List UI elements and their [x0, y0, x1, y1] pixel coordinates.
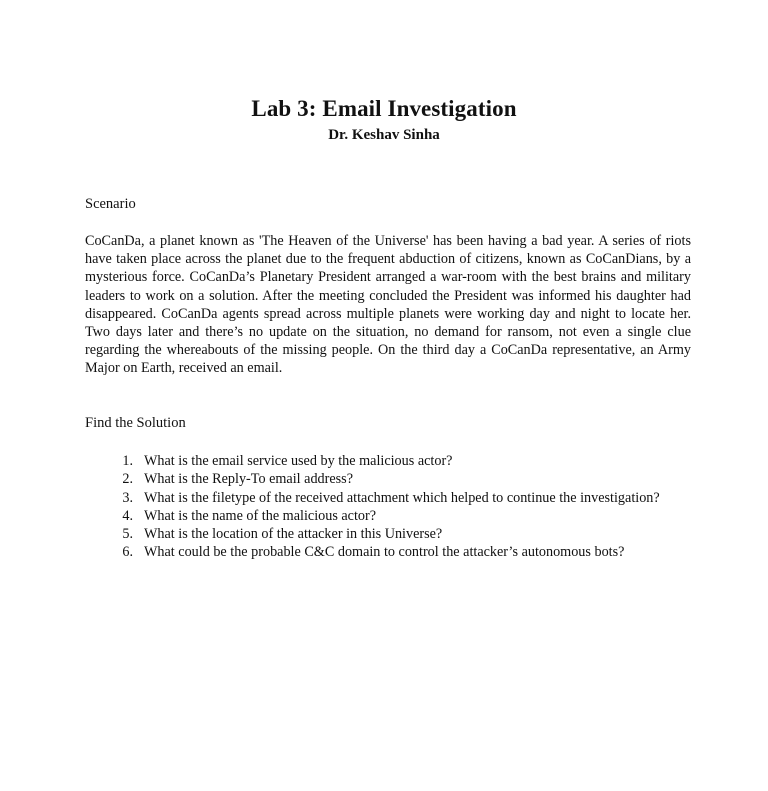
list-item [85, 470, 660, 488]
list-item [85, 543, 660, 561]
question-text: What is the Reply-To email address? [144, 471, 353, 488]
scenario-heading: Scenario [85, 196, 136, 212]
question-list [85, 452, 660, 562]
scenario-paragraph: CoCanDa, a planet known as 'The Heaven of the Universe' has been having a bad year. A series of riots have taken place across the planet due to the frequent abduction of citizens, known as CoCanDians, by a mysterious force. CoCanDa’s Planetary President arranged a war-room with the best brains and military leaders to work on a solution. After the meeting concluded the President was informed his daughter had disappeared. CoCanDa agents spread across multiple planets were working day and night to locate her. Two days later and there’s no update on the situation, no demand for ransom, not even a single clue regarding the whereabouts of the missing people. On the third day a CoCanDa representative, an Army Major on Earth, received an email. [85, 233, 691, 377]
question-number: 1. [122, 453, 133, 469]
list-item [85, 452, 660, 470]
question-number: 4. [122, 507, 133, 524]
question-text: What is the location of the attacker in this Universe? [144, 526, 443, 543]
question-number: 2. [122, 471, 133, 488]
list-item [85, 525, 660, 543]
question-text: What could be the probable C&C domain to control the attacker’s autonomous bots? [144, 544, 625, 561]
document-author: Dr. Keshav Sinha [328, 127, 440, 143]
question-text: What is the email service used by the malicious actor? [144, 453, 453, 469]
list-item [85, 489, 660, 507]
question-text: What is the name of the malicious actor? [144, 507, 377, 524]
question-text: What is the filetype of the received attachment which helped to continue the investigation? [144, 489, 660, 506]
question-number: 5. [122, 526, 133, 543]
question-number: 6. [122, 544, 133, 561]
solution-heading: Find the Solution [85, 415, 186, 431]
question-number: 3. [122, 489, 133, 506]
list-item [85, 507, 660, 525]
document-title: Lab 3: Email Investigation [251, 96, 517, 121]
